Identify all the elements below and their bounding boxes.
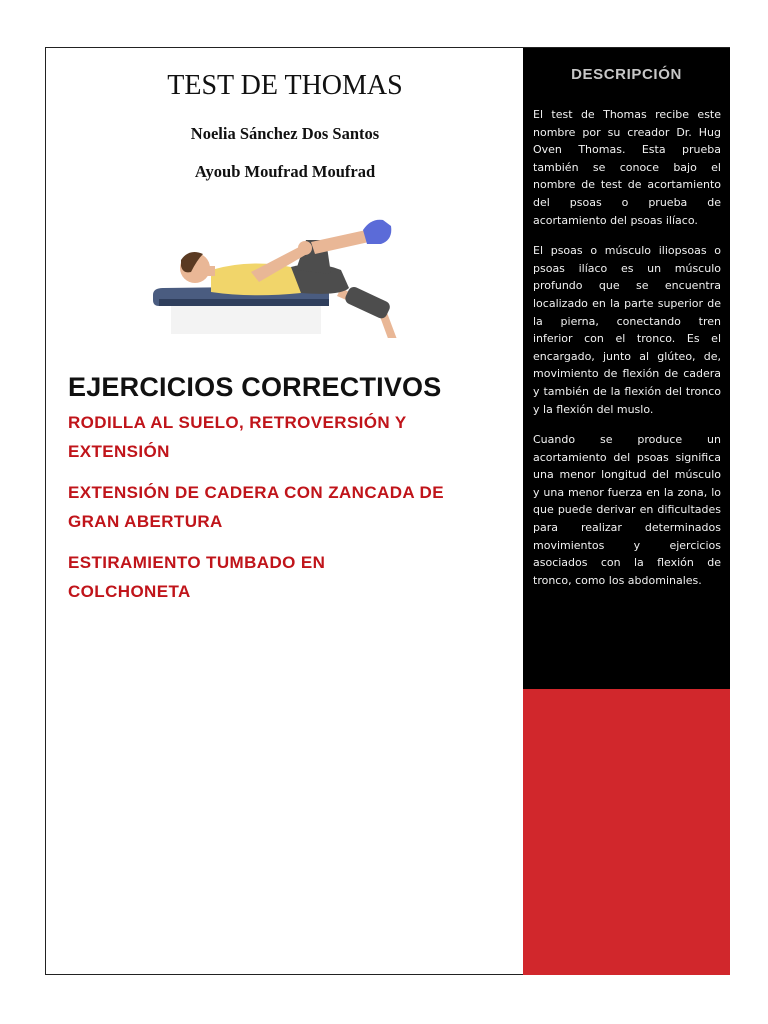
sidebar-description: [533, 106, 721, 602]
bench-base: [171, 304, 321, 334]
bench-side: [159, 299, 329, 306]
torso-shirt: [211, 263, 301, 295]
bent-shin: [311, 230, 369, 254]
exercise-item: [68, 548, 508, 606]
description-paragraph: El test de Thomas recibe este nombre por su creador Dr. Hug Oven Thomas. Esta prueba también se conoce bajo el nombre de test de acortamiento del psoas o prueba de acortamiento del psoas ilíaco.: [533, 108, 721, 227]
exercise-item: [68, 478, 508, 536]
shoe-icon: [363, 220, 391, 244]
sidebar-title: DESCRIPCIÓN: [571, 66, 682, 83]
person-lying-knee-to-chest-on-bench-illustration: [101, 200, 471, 338]
author-name: Ayoub Moufrad Moufrad: [194, 162, 376, 181]
exercise-line: RODILLA AL SUELO, RETROVERSIÓN Y: [68, 413, 407, 432]
main-column: [46, 48, 524, 974]
exercise-line: COLCHONETA: [68, 582, 191, 601]
exercise-line: EXTENSIÓN DE CADERA CON ZANCADA DE: [68, 483, 444, 502]
exercise-line: ESTIRAMIENTO TUMBADO EN: [68, 553, 326, 572]
description-paragraph: Cuando se produce un acortamiento del psoas significa una menor longitud del músculo y una menor fuerza en la zona, lo que puede derivar en dificultades para realizar determinados movimientos y ejercicios asociados con la flexión de tronco, como los abdominales.: [533, 433, 721, 587]
description-sidebar: [523, 48, 730, 974]
sidebar-red-panel: [523, 689, 730, 975]
page-title: TEST DE THOMAS: [167, 70, 403, 101]
exercise-line: EXTENSIÓN: [68, 442, 170, 461]
document-page: [45, 47, 730, 975]
author-name: Noelia Sánchez Dos Santos: [190, 124, 380, 143]
exercise-item: [68, 408, 508, 466]
exercise-line: GRAN ABERTURA: [68, 512, 223, 531]
description-paragraph: El psoas o músculo iliopsoas o psoas ilíaco es un músculo profundo que se encuentra localizado en la parte superior de la pierna, conectando tren inferior con el tronco. Es el encargado, junto al glúteo, de, movimiento de flexión de cadera y también de la flexión del tronco y la flexión del muslo.: [533, 244, 721, 416]
section-heading: EJERCICIOS CORRECTIVOS: [68, 372, 442, 402]
